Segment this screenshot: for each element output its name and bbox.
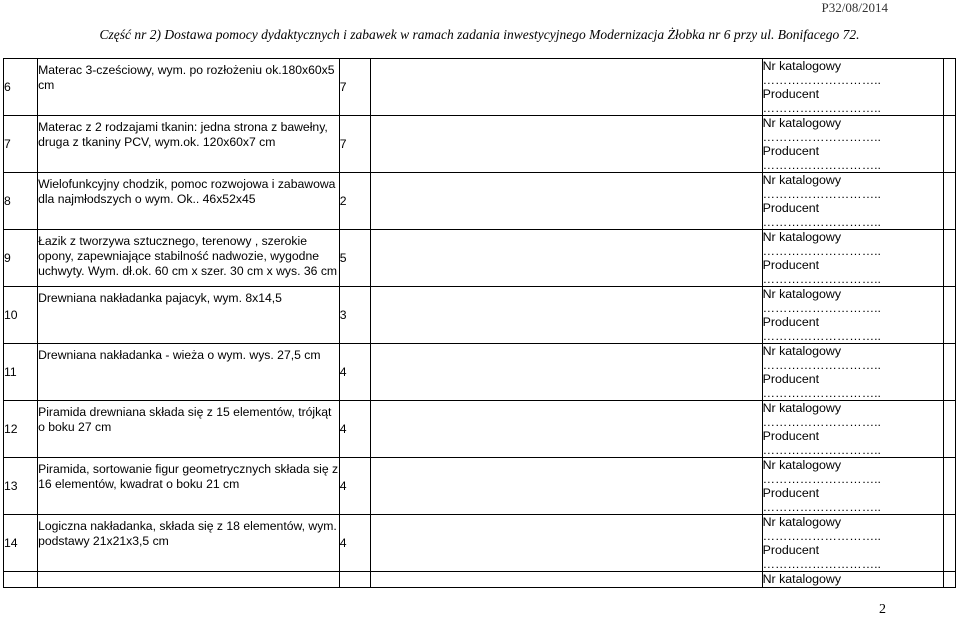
item-description: Materac 3-cześciowy, wym. po rozłożeniu ok.180x60x5 cm [38,63,335,92]
empty-cell [370,59,762,116]
producer-label: Producent [762,543,820,557]
producer-blank: ……………………….. [762,329,881,343]
table-row [4,59,956,116]
row-number: 13 [4,479,18,493]
item-quantity: 4 [339,422,347,436]
item-quantity: 5 [339,251,347,265]
producer-label: Producent [762,258,820,272]
producer-label: Producent [762,87,820,101]
item-description: Łazik z tworzywa sztucznego, terenowy , szerokie opony, zapewniające stabilność nadwozie, wygodne uchwyty. Wym. dł.ok. 60 cm x szer. 30 cm x wys. 36 cm [38,234,338,278]
empty-cell [370,230,762,287]
table-row [4,173,956,230]
item-description: Piramida drewniana składa się z 15 elementów, trójkąt o boku 27 cm [38,405,332,434]
catalog-blank: ……………………….. [762,244,881,258]
item-quantity: 4 [339,365,347,379]
table-row [4,287,956,344]
catalog-label: Nr katalogowy [762,59,842,73]
row-number: 7 [4,137,11,151]
item-description: Drewniana nakładanka - wieża o wym. wys. 27,5 cm [38,348,321,362]
table-row [4,401,956,458]
table-row [4,344,956,401]
item-quantity: 2 [339,194,347,208]
producer-blank: ……………………….. [762,443,881,457]
producer-blank: ……………………….. [762,557,881,571]
table-row [4,515,956,572]
empty-cell [943,344,955,401]
item-description: Materac z 2 rodzajami tkanin: jedna strona z bawełny, druga z tkaniny PCV, wym.ok. 120x60x7 cm [38,120,328,149]
producer-label: Producent [762,429,820,443]
item-quantity: 4 [339,536,347,550]
catalog-label: Nr katalogowy [762,116,842,130]
producer-blank: ……………………….. [762,215,881,229]
producer-label: Producent [762,144,820,158]
producer-label: Producent [762,486,820,500]
catalog-label: Nr katalogowy [762,401,842,415]
catalog-blank: ……………………….. [762,301,881,315]
catalog-label: Nr katalogowy [762,230,842,244]
item-quantity: 4 [339,479,347,493]
catalog-label: Nr katalogowy [762,572,842,586]
table-row [4,230,956,287]
row-number: 10 [4,308,18,322]
row-number: 11 [4,365,17,379]
catalog-label: Nr katalogowy [762,287,842,301]
producer-blank: ……………………….. [762,386,881,400]
empty-cell [370,458,762,515]
empty-cell [943,515,955,572]
document-reference: P32/08/2014 [821,0,888,15]
catalog-label: Nr katalogowy [762,458,842,472]
row-number: 6 [4,80,11,94]
row-number: 9 [4,251,11,265]
producer-label: Producent [762,372,820,386]
item-description: Drewniana nakładanka pajacyk, wym. 8x14,5 [38,291,282,305]
item-description: Wielofunkcyjny chodzik, pomoc rozwojowa i zabawowa dla najmłodszych o wym. Ok.. 46x52x45 [38,177,336,206]
empty-cell [943,458,955,515]
catalog-label: Nr katalogowy [762,344,842,358]
item-description: Piramida, sortowanie figur geometrycznych składa się z 16 elementów, kwadrat o boku 21 cm [38,462,339,491]
producer-blank: ……………………….. [762,500,881,514]
catalog-blank: ……………………….. [762,187,881,201]
items-table [3,58,956,588]
catalog-blank: ……………………….. [762,472,881,486]
producer-blank: ……………………….. [762,158,881,172]
empty-cell [943,287,955,344]
producer-blank: ……………………….. [762,101,881,115]
producer-label: Producent [762,201,820,215]
table-row [4,458,956,515]
catalog-blank: ……………………….. [762,130,881,144]
producer-blank: ……………………….. [762,272,881,286]
catalog-blank: ……………………….. [762,73,881,87]
empty-cell [943,230,955,287]
document-header: Część nr 2) Dostawa pomocy dydaktycznych i zabawek w ramach zadania inwestycyjnego Modernizacja Żłobka nr 6 przy ul. Bonifacego 72. [99,27,860,42]
catalog-label: Nr katalogowy [762,173,842,187]
item-description: Logiczna nakładanka, składa się z 18 elementów, wym. podstawy 21x21x3,5 cm [38,519,337,548]
table-row [4,572,956,588]
table-row [4,116,956,173]
row-number: 12 [4,422,18,436]
empty-cell [370,515,762,572]
empty-cell [943,116,955,173]
producer-label: Producent [762,315,820,329]
catalog-label: Nr katalogowy [762,515,842,529]
empty-cell [943,173,955,230]
empty-cell [370,173,762,230]
item-quantity: 7 [339,137,347,151]
empty-cell [943,59,955,116]
row-number: 8 [4,194,11,208]
empty-cell [943,401,955,458]
catalog-blank: ……………………….. [762,415,881,429]
item-quantity: 7 [339,80,347,94]
catalog-blank: ……………………….. [762,358,881,372]
empty-cell [370,344,762,401]
empty-cell [370,401,762,458]
page-number: 2 [879,602,886,617]
row-number: 14 [4,536,18,550]
catalog-blank: ……………………….. [762,529,881,543]
empty-cell [370,287,762,344]
empty-cell [370,116,762,173]
item-quantity: 3 [339,308,347,322]
